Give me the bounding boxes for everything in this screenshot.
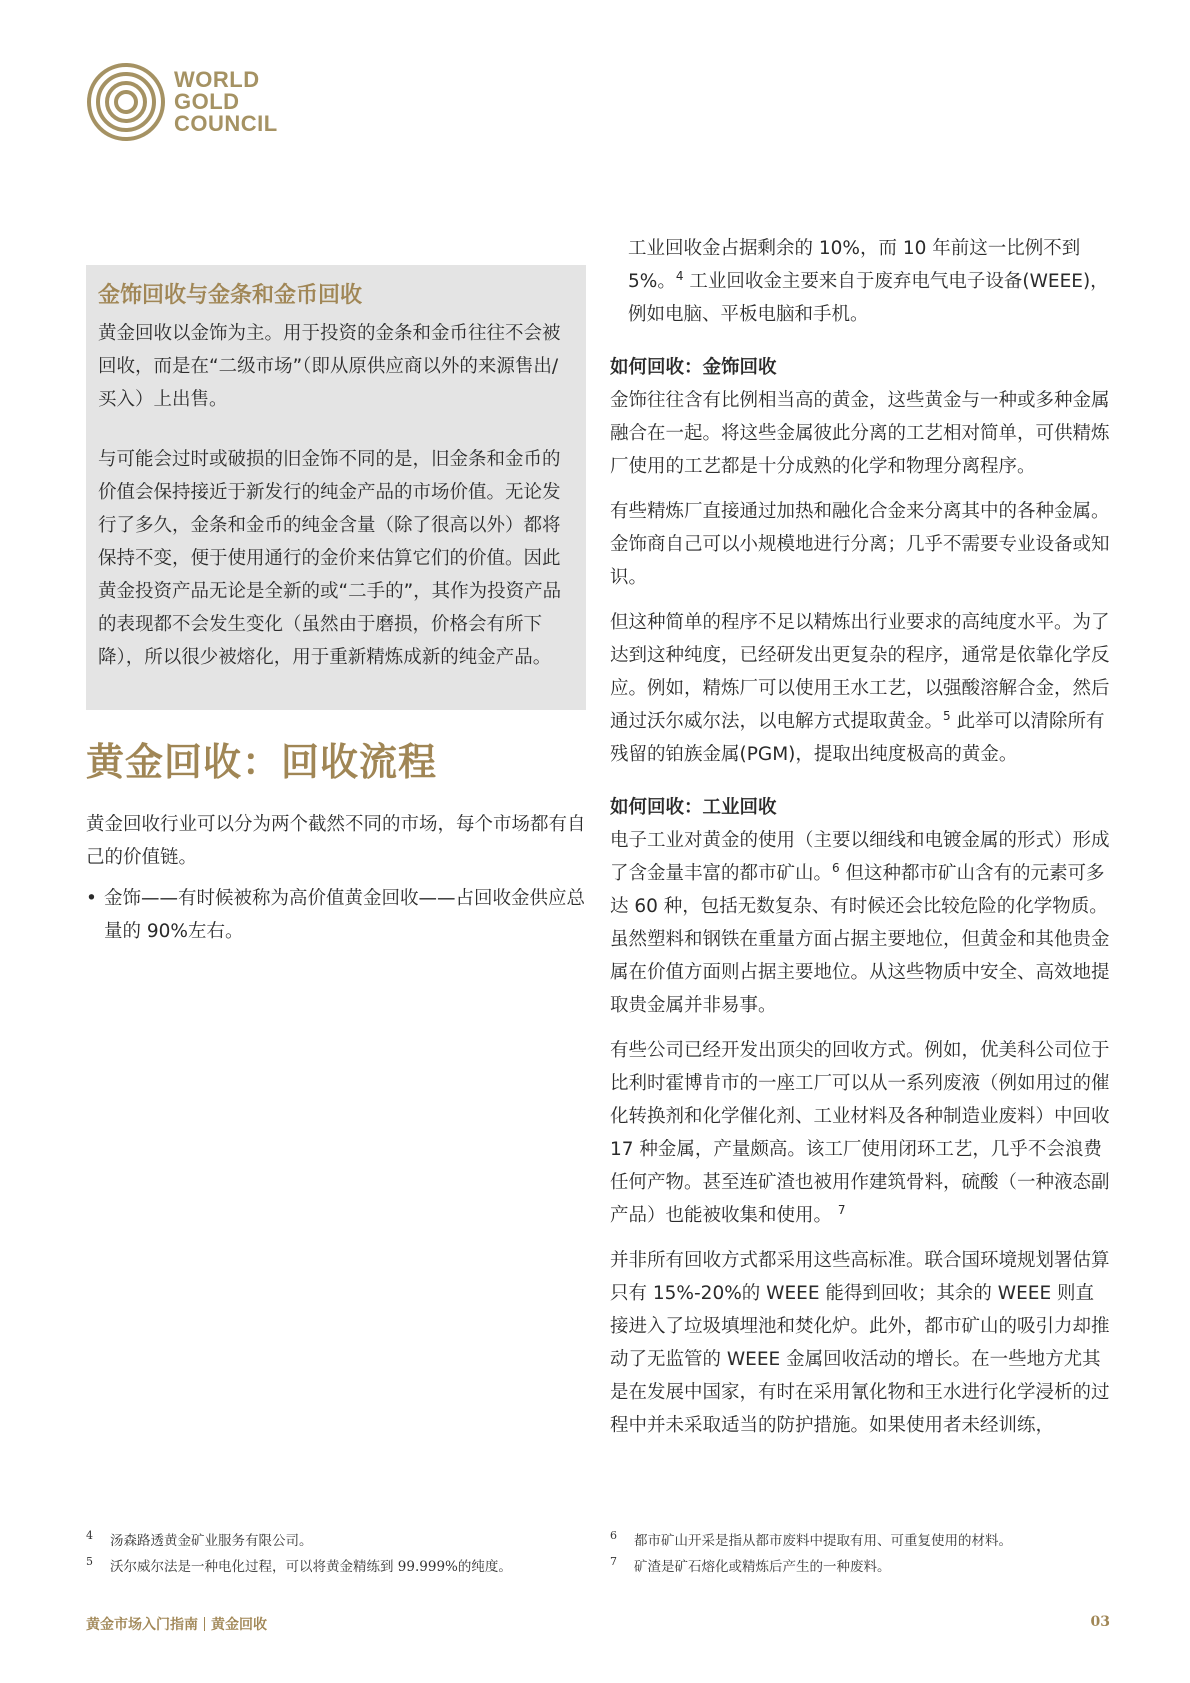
intro-paragraph: 黄金回收行业可以分为两个截然不同的市场，每个市场都有自己的价值链。 [86,814,586,868]
paragraph: 有些公司已经开发出顶尖的回收方式。例如，优美科公司位于比利时霍博肯市的一座工厂可以从一系列废液（例如用过的催化转换剂和化学催化剂、工业材料及各种制造业废料）中回收 17 种金属，产量颇高。该工厂使用闭环工艺，几乎不会浪费任何产物。甚至连矿渣也被用作建筑骨料，硫酸（一种液态副产品）也能被收集和使用。 $^7$ [610,1040,1110,1226]
gold-rings-icon [86,62,166,142]
footnote-ref: 7 [837,1202,846,1217]
info-box-title: 金饰回收与金条和金币回收 [98,283,363,308]
logo-line-1: WORLD [174,67,260,92]
footnote: 6 都市矿山开采是指从都市废料中提取有用、可重复使用的材料。 [610,1529,1012,1549]
info-box [86,265,586,710]
paragraph: 金饰往往含有比例相当高的黄金，这些黄金与一种或多种金属融合在一起。将这些金属彼此分离的工艺相对简单，可供精炼厂使用的工艺都是十分成熟的化学和物理分离程序。 [610,390,1110,477]
footnote: 4 汤森路透黄金矿业服务有限公司。 [86,1529,313,1549]
footnotes-right [610,1528,1110,1580]
info-box-paragraph-1: 黄金回收以金饰为主。用于投资的金条和金币往往不会被回收，而是在“二级市场”（即从原供应商以外的来源售出/买入）上出售。 [98,323,561,410]
footnotes-left [86,1528,586,1580]
info-box-paragraph-2: 与可能会过时或破损的旧金饰不同的是，旧金条和金币的价值会保持接近于新发行的纯金产品的市场价值。无论发行了多久，金条和金币的纯金含量（除了很高以外）都将保持不变，便于使用通行的金价来估算它们的价值。因此黄金投资产品无论是全新的或“二手的”，其作为投资产品的表现都不会发生变化（虽然由于磨损，价格会有所下降），所以很少被熔化，用于重新精炼成新的纯金产品。 [98,449,562,668]
footnote: 5 沃尔威尔法是一种电化过程，可以将黄金精练到 99.999%的纯度。 [86,1555,512,1575]
footnote-ref: 4 [675,268,684,283]
footnote-ref: 5 [943,708,951,723]
paragraph: 但这种简单的程序不足以精炼出行业要求的高纯度水平。为了达到这种纯度，已经研发出更复杂的程序，通常是依靠化学反应。例如，精炼厂可以使用王水工艺，以强酸溶解合金，然后通过沃尔威尔法，以电解方式提取黄金。$^5$ 此举可以清除所有残留的铂族金属(PGM)，提取出纯度极高的黄金。 [610,612,1110,765]
paragraph: 电子工业对黄金的使用（主要以细线和电镀金属的形式）形成了含金量丰富的都市矿山。$^6$ 但这种都市矿山含有的元素可多达 60 种，包括无数复杂、有时候还会比较危险的化学物质。虽然塑料和钢铁在重量方面占据主要地位，但黄金和其他贵金属在价值方面则占据主要地位。从这些物质中安全、高效地提取贵金属并非易事。 [610,830,1110,1016]
section-heading: 黄金回收：回收流程 [86,740,438,784]
continued-bullet-text: 工业回收金占据剩余的 10%，而 10 年前这一比例不到 5%。$^4$ 工业回收金主要来自于废弃电气电子设备(WEEE)，例如电脑、平板电脑和手机。 [628,238,1109,325]
list-item: • 金饰——有时候被称为高价值黄金回收——占回收金供应总量的 90%左右。 [86,882,586,948]
world-gold-council-logo [86,62,278,142]
logo-wordmark [174,69,278,135]
left-column [86,265,586,948]
right-column [610,232,1110,1442]
page-footer [86,1614,1110,1634]
page-number: 03 [1090,1614,1110,1630]
footnote-ref: 6 [832,860,840,875]
footnote: 7 矿渣是矿石熔化或精炼后产生的一种废料。 [610,1555,891,1575]
subheading-jewellery: 如何回收：金饰回收 [610,357,777,378]
paragraph: 有些精炼厂直接通过加热和融化合金来分离其中的各种金属。金饰商自己可以小规模地进行分离；几乎不需要专业设备或知识。 [610,501,1110,588]
logo-line-3: COUNCIL [174,111,278,136]
market-list [86,882,586,948]
footer-title: 黄金市场入门指南 黄金回收 [86,1617,267,1633]
subheading-industrial: 如何回收：工业回收 [610,797,777,818]
paragraph: 并非所有回收方式都采用这些高标准。联合国环境规划署估算只有 15%-20%的 WEEE 能得到回收；其余的 WEEE 则直接进入了垃圾填埋池和焚化炉。此外，都市矿山的吸引力却推动了无监管的 WEEE 金属回收活动的增长。在一些地方尤其是在发展中国家，有时在采用氰化物和王水进行化学浸析的过程中并未采取适当的防护措施。如果使用者未经训练， [610,1250,1110,1436]
logo-line-2: GOLD [174,89,240,114]
